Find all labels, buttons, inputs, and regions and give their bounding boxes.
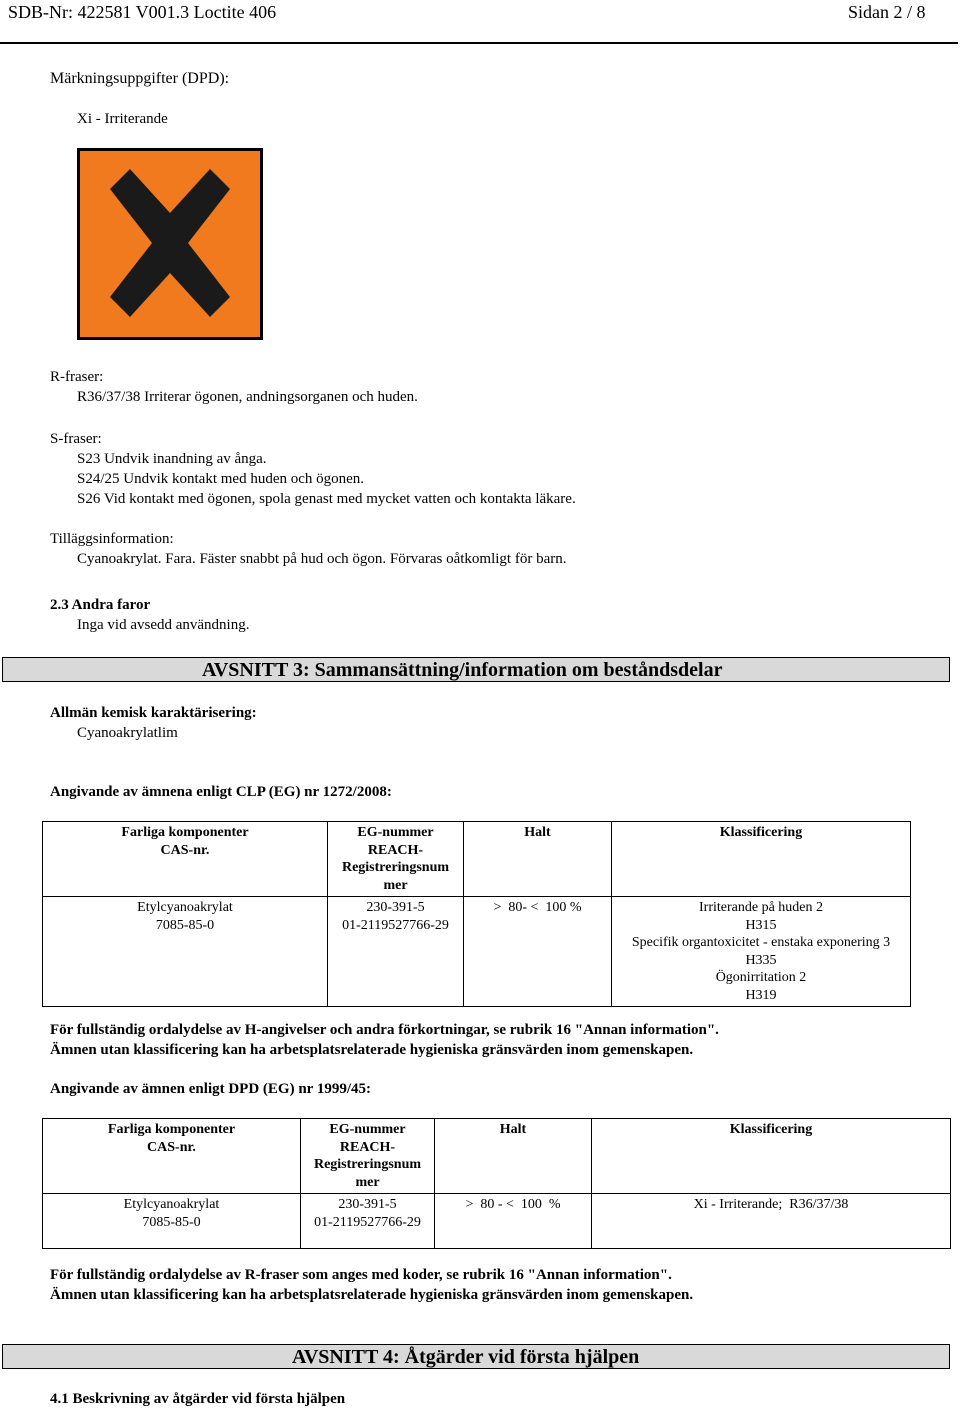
r-phrase: R36/37/38 Irriterar ögonen, andningsorganen och huden. [77, 389, 418, 405]
hazard-cross-icon [77, 148, 263, 340]
s-phrase: S26 Vid kontakt med ögonen, spola genast med mycket vatten och kontakta läkare. [77, 491, 576, 507]
column-header-ec-number: EG-nummer REACH- Registreringsnum mer [301, 1119, 435, 1194]
table-header-row [43, 822, 911, 897]
clp-note: Ämnen utan klassificering kan ha arbetsplatsrelaterade hygieniska gränsvärden inom gemenskapen. [50, 1042, 694, 1058]
hazard-symbol-label: Xi - Irriterande [77, 111, 168, 127]
column-header-component: Farliga komponenter CAS-nr. [43, 822, 328, 897]
other-hazards-title: 2.3 Andra faror [50, 597, 151, 613]
clp-note: För fullständig ordalydelse av H-angivelser och andra förkortningar, se rubrik 16 "Annan information". [50, 1022, 719, 1038]
column-header-ec-number: EG-nummer REACH- Registreringsnum mer [328, 822, 464, 897]
clp-title: Angivande av ämnena enligt CLP (EG) nr 1272/2008: [50, 784, 392, 800]
cell-classification: Irriterande på huden 2 H315 Specifik organtoxicitet - enstaka exponering 3 H335 Ögonirritation 2 H319 [612, 897, 911, 1007]
cell-classification: Xi - Irriterande; R36/37/38 [592, 1194, 951, 1249]
general-characterisation-label: Allmän kemisk karaktärisering: [50, 705, 257, 721]
page-number: Sidan 2 / 8 [848, 2, 926, 22]
section-4-subtitle: 4.1 Beskrivning av åtgärder vid första hjälpen [50, 1391, 346, 1407]
column-header-classification: Klassificering [612, 822, 911, 897]
cell-content: > 80 - < 100 % [435, 1194, 592, 1249]
column-header-component: Farliga komponenter CAS-nr. [43, 1119, 301, 1194]
table-row [43, 897, 911, 1007]
section-4-title: AVSNITT 4: Åtgärder vid första hjälpen [292, 1346, 640, 1368]
cell-ec-number: 230-391-5 01-2119527766-29 [301, 1194, 435, 1249]
section-3-title: AVSNITT 3: Sammansättning/information om beståndsdelar [202, 659, 723, 681]
clp-components-table [42, 821, 911, 1007]
cell-content: > 80- < 100 % [464, 897, 612, 1007]
s-phrase: S23 Undvik inandning av ånga. [77, 451, 267, 467]
extra-info-label: Tilläggsinformation: [50, 531, 174, 547]
dpd-note: För fullständig ordalydelse av R-fraser som anges med koder, se rubrik 16 "Annan information". [50, 1267, 672, 1283]
r-phrases-label: R-fraser: [50, 369, 104, 385]
cell-component: Etylcyanoakrylat 7085-85-0 [43, 897, 328, 1007]
column-header-content: Halt [435, 1119, 592, 1194]
document-id: SDB-Nr: 422581 V001.3 Loctite 406 [8, 2, 277, 22]
column-header-content: Halt [464, 822, 612, 897]
s-phrases-label: S-fraser: [50, 431, 102, 447]
table-row [43, 1194, 951, 1249]
s-phrase: S24/25 Undvik kontakt med huden och ögonen. [77, 471, 365, 487]
table-header-row [43, 1119, 951, 1194]
dpd-components-table [42, 1118, 951, 1249]
dpd-note: Ämnen utan klassificering kan ha arbetsplatsrelaterade hygieniska gränsvärden inom gemenskapen. [50, 1287, 694, 1303]
labelling-title: Märkningsuppgifter (DPD): [50, 70, 230, 87]
extra-info-text: Cyanoakrylat. Fara. Fäster snabbt på hud och ögon. Förvaras oåtkomligt för barn. [77, 551, 567, 567]
dpd-title: Angivande av ämnen enligt DPD (EG) nr 1999/45: [50, 1081, 371, 1097]
other-hazards-text: Inga vid avsedd användning. [77, 617, 250, 633]
header-rule [0, 42, 958, 44]
general-characterisation-text: Cyanoakrylatlim [77, 725, 178, 741]
cell-component: Etylcyanoakrylat 7085-85-0 [43, 1194, 301, 1249]
column-header-classification: Klassificering [592, 1119, 951, 1194]
cell-ec-number: 230-391-5 01-2119527766-29 [328, 897, 464, 1007]
